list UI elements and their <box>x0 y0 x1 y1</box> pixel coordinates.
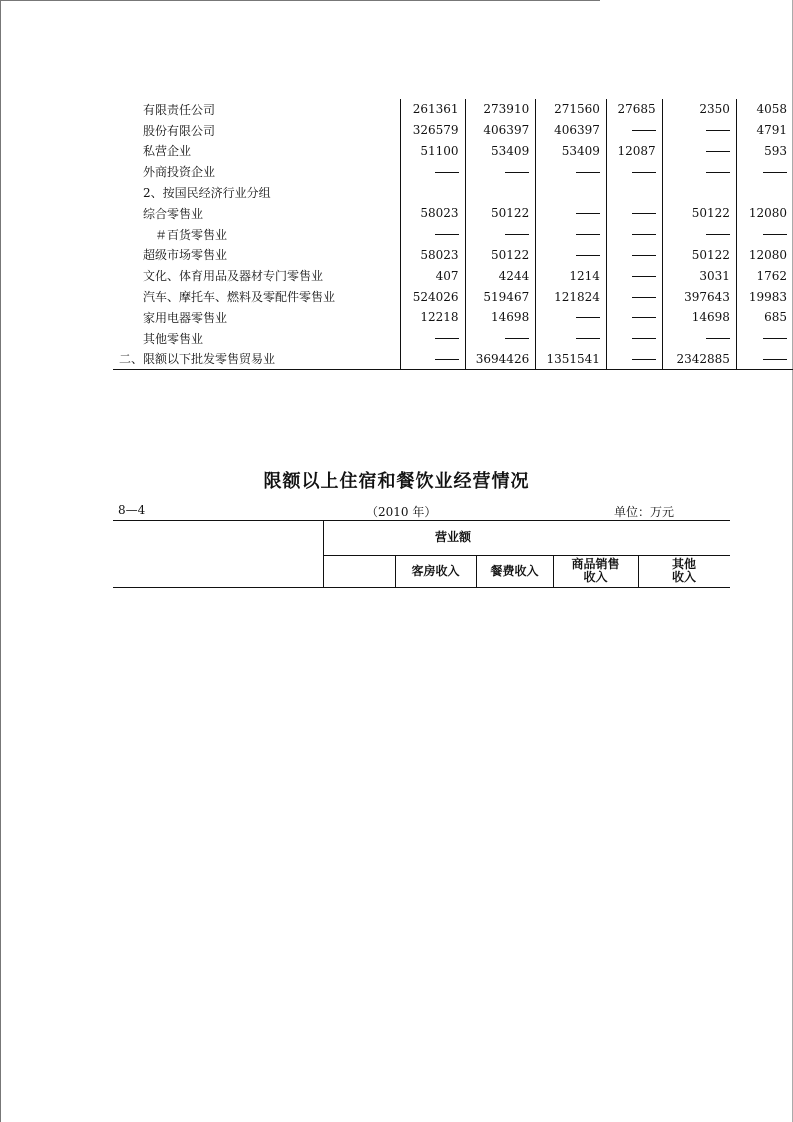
cell-value: 12080 <box>736 203 793 224</box>
cell-value <box>400 161 465 182</box>
empty-dash <box>632 276 656 277</box>
cell-value: 2350 <box>662 99 736 120</box>
table-row <box>113 120 793 141</box>
table-unit: 单位：万元 <box>614 505 675 519</box>
cell-value <box>606 182 662 203</box>
cell-value <box>606 120 662 141</box>
cell-value: 3031 <box>662 265 736 286</box>
cell-value: 1214 <box>536 265 607 286</box>
empty-dash <box>706 151 730 152</box>
empty-dash <box>632 338 656 339</box>
empty-dash <box>435 172 459 173</box>
cell-value: 50122 <box>662 245 736 266</box>
cell-value: 51100 <box>400 141 465 162</box>
cell-value <box>662 328 736 349</box>
header-catering-income: 餐费收入 <box>490 564 539 578</box>
empty-dash <box>632 234 656 235</box>
cell-value <box>606 224 662 245</box>
cell-value: 397643 <box>662 286 736 307</box>
table-row <box>113 161 793 182</box>
cell-value <box>536 224 607 245</box>
cell-value <box>606 328 662 349</box>
empty-dash <box>632 213 656 214</box>
empty-dash <box>632 172 656 173</box>
row-label: 家用电器零售业 <box>143 310 228 325</box>
header-goods-line2: 收入 <box>583 570 608 584</box>
cell-value <box>400 328 465 349</box>
table-row <box>113 141 793 162</box>
cell-value <box>662 120 736 141</box>
cell-value <box>606 307 662 328</box>
header-goods-sales-income <box>553 558 638 584</box>
cell-value: 524026 <box>400 286 465 307</box>
cell-value: 1351541 <box>536 349 607 370</box>
cell-value <box>465 328 536 349</box>
empty-dash <box>505 338 529 339</box>
cell-value: 519467 <box>465 286 536 307</box>
cell-value <box>736 182 793 203</box>
empty-dash <box>576 213 600 214</box>
empty-dash <box>763 172 787 173</box>
cell-value <box>606 286 662 307</box>
cell-value <box>606 265 662 286</box>
cell-value <box>662 224 736 245</box>
header-revenue: 营业额 <box>434 530 471 544</box>
cell-value: 121824 <box>536 286 607 307</box>
table-row <box>113 307 793 328</box>
cell-value: 58023 <box>400 245 465 266</box>
header-goods-line1: 商品销售 <box>571 557 620 571</box>
cell-value: 14698 <box>662 307 736 328</box>
empty-dash <box>763 338 787 339</box>
row-label: ＃百货零售业 <box>155 227 228 242</box>
cell-value <box>662 141 736 162</box>
cell-value: 50122 <box>662 203 736 224</box>
table-title: 限额以上住宿和餐饮业经营情况 <box>263 471 530 492</box>
cell-value: 2342885 <box>662 349 736 370</box>
table-row <box>113 182 793 203</box>
header-other-line2: 收入 <box>671 570 696 584</box>
empty-dash <box>706 234 730 235</box>
table-row <box>113 286 793 307</box>
empty-dash <box>632 297 656 298</box>
cell-value <box>465 182 536 203</box>
empty-dash <box>632 317 656 318</box>
cell-value <box>465 224 536 245</box>
empty-dash <box>435 338 459 339</box>
cell-value <box>736 349 793 370</box>
table-row <box>113 245 793 266</box>
row-label: 有限责任公司 <box>143 102 216 117</box>
cell-value: 58023 <box>400 203 465 224</box>
row-label: 超级市场零售业 <box>143 248 228 263</box>
empty-dash <box>576 234 600 235</box>
row-label: 文化、体育用品及器材专门零售业 <box>143 269 324 284</box>
cell-value: 273910 <box>465 99 536 120</box>
cell-value <box>736 161 793 182</box>
empty-dash <box>632 255 656 256</box>
table-row <box>113 99 793 120</box>
cell-value <box>465 161 536 182</box>
cell-value: 3694426 <box>465 349 536 370</box>
empty-dash <box>505 234 529 235</box>
cell-value: 261361 <box>400 99 465 120</box>
header-room-income: 客房收入 <box>411 564 460 578</box>
cell-value <box>536 161 607 182</box>
table-number: 8—4 <box>118 503 146 517</box>
cell-value: 12087 <box>606 141 662 162</box>
empty-dash <box>763 359 787 360</box>
empty-dash <box>576 172 600 173</box>
table-row <box>113 265 793 286</box>
cell-value <box>606 203 662 224</box>
empty-dash <box>763 234 787 235</box>
empty-dash <box>576 255 600 256</box>
cell-value <box>536 307 607 328</box>
empty-dash <box>632 359 656 360</box>
header-other-line1: 其他 <box>671 557 696 571</box>
cell-value <box>536 182 607 203</box>
divider <box>323 521 324 587</box>
table-year: （2010 年） <box>366 505 437 519</box>
cell-value <box>400 182 465 203</box>
lodging-table-header <box>113 520 730 588</box>
cell-value <box>536 328 607 349</box>
cell-value: 12080 <box>736 245 793 266</box>
cell-value <box>606 161 662 182</box>
table-row <box>113 224 793 245</box>
divider <box>323 555 730 556</box>
header-other-income <box>638 558 730 584</box>
cell-value: 27685 <box>606 99 662 120</box>
row-label: 私营企业 <box>143 144 192 159</box>
page-frame-left <box>0 0 1 1122</box>
empty-dash <box>435 234 459 235</box>
row-label: 外商投资企业 <box>143 165 216 180</box>
cell-value: 12218 <box>400 307 465 328</box>
cell-value: 593 <box>736 141 793 162</box>
row-label: 2、按国民经济行业分组 <box>143 186 271 201</box>
cell-value <box>400 349 465 370</box>
row-label: 二、限额以下批发零售贸易业 <box>113 349 400 370</box>
retail-table <box>113 99 793 370</box>
table-row <box>113 328 793 349</box>
empty-dash <box>706 130 730 131</box>
empty-dash <box>706 172 730 173</box>
cell-value: 407 <box>400 265 465 286</box>
cell-value: 53409 <box>465 141 536 162</box>
cell-value <box>662 182 736 203</box>
empty-dash <box>435 359 459 360</box>
empty-dash <box>576 317 600 318</box>
page-frame-top <box>0 0 600 1</box>
cell-value <box>400 224 465 245</box>
cell-value: 4244 <box>465 265 536 286</box>
cell-value: 53409 <box>536 141 607 162</box>
cell-value <box>736 328 793 349</box>
row-label: 其他零售业 <box>143 331 204 346</box>
cell-value: 4058 <box>736 99 793 120</box>
cell-value <box>536 245 607 266</box>
cell-value <box>736 224 793 245</box>
cell-value: 326579 <box>400 120 465 141</box>
cell-value: 4791 <box>736 120 793 141</box>
cell-value: 685 <box>736 307 793 328</box>
empty-dash <box>632 130 656 131</box>
empty-dash <box>505 172 529 173</box>
cell-value <box>606 245 662 266</box>
cell-value: 1762 <box>736 265 793 286</box>
cell-value: 271560 <box>536 99 607 120</box>
cell-value: 50122 <box>465 203 536 224</box>
cell-value <box>662 161 736 182</box>
cell-value: 406397 <box>465 120 536 141</box>
cell-value <box>606 349 662 370</box>
table-row <box>113 203 793 224</box>
cell-value: 14698 <box>465 307 536 328</box>
cell-value: 406397 <box>536 120 607 141</box>
empty-dash <box>706 338 730 339</box>
row-label: 股份有限公司 <box>143 123 216 138</box>
empty-dash <box>576 338 600 339</box>
table-row <box>113 349 793 370</box>
cell-value: 19983 <box>736 286 793 307</box>
row-label: 汽车、摩托车、燃料及零配件零售业 <box>143 290 336 305</box>
cell-value <box>536 203 607 224</box>
cell-value: 50122 <box>465 245 536 266</box>
row-label: 综合零售业 <box>143 206 204 221</box>
